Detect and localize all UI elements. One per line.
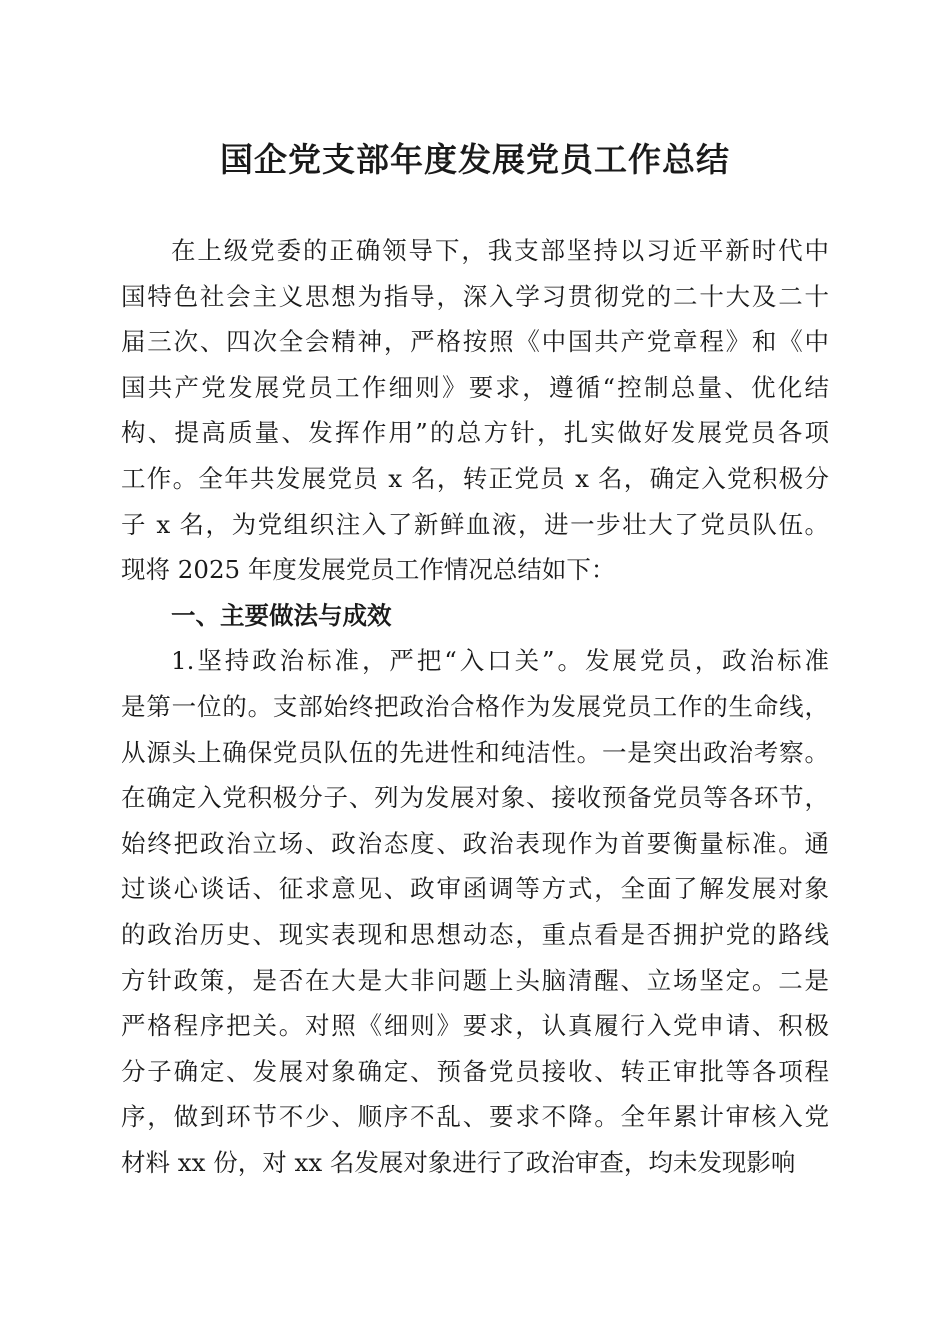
paragraph-line: 构、提高质量、发挥作用”的总方针，扎实做好发展党员各项 bbox=[121, 418, 829, 448]
paragraph-line: 工作。全年共发展党员 x 名，转正党员 x 名，确定入党积极分 bbox=[121, 463, 829, 493]
paragraph-line: 方针政策，是否在大是大非问题上头脑清醒、立场坚定。二是 bbox=[121, 965, 829, 995]
paragraph-line: 严格程序把关。对照《细则》要求，认真履行入党申请、积极 bbox=[121, 1011, 829, 1041]
paragraph-line: 是第一位的。支部始终把政治合格作为发展党员工作的生命线， bbox=[121, 691, 829, 721]
paragraph-line: 国共产党发展党员工作细则》要求，遵循“控制总量、优化结 bbox=[121, 372, 829, 402]
section-heading: 一、主要做法与成效 bbox=[171, 600, 392, 630]
paragraph-line: 现将 2025 年度发展党员工作情况总结如下： bbox=[121, 555, 616, 585]
paragraph-line: 在确定入党积极分子、列为发展对象、接收预备党员等各环节， bbox=[121, 783, 829, 813]
paragraph-line: 届三次、四次全会精神，严格按照《中国共产党章程》和《中 bbox=[121, 327, 829, 357]
paragraph-line: 分子确定、发展对象确定、预备党员接收、转正审批等各项程 bbox=[121, 1056, 829, 1086]
paragraph-line: 国特色社会主义思想为指导，深入学习贯彻党的二十大及二十 bbox=[121, 281, 829, 311]
paragraph-line: 从源头上确保党员队伍的先进性和纯洁性。一是突出政治考察。 bbox=[121, 737, 829, 767]
paragraph-line: 过谈心谈话、征求意见、政审函调等方式，全面了解发展对象 bbox=[121, 874, 829, 904]
document-title: 国企党支部年度发展党员工作总结 bbox=[220, 140, 730, 179]
paragraph-line: 的政治历史、现实表现和思想动态，重点看是否拥护党的路线 bbox=[121, 919, 829, 949]
document-body bbox=[121, 228, 829, 1185]
paragraph-line: 始终把政治立场、政治态度、政治表现作为首要衡量标准。通 bbox=[121, 828, 829, 858]
paragraph-line: 1.坚持政治标准，严把“入口关”。发展党员，政治标准 bbox=[171, 646, 829, 676]
paragraph-line: 子 x 名，为党组织注入了新鲜血液，进一步壮大了党员队伍。 bbox=[121, 509, 829, 539]
paragraph-line: 材料 xx 份，对 xx 名发展对象进行了政治审查，均未发现影响 bbox=[121, 1147, 796, 1177]
paragraph-line: 序，做到环节不少、顺序不乱、要求不降。全年累计审核入党 bbox=[121, 1102, 829, 1132]
paragraph-line: 在上级党委的正确领导下，我支部坚持以习近平新时代中 bbox=[171, 236, 829, 265]
